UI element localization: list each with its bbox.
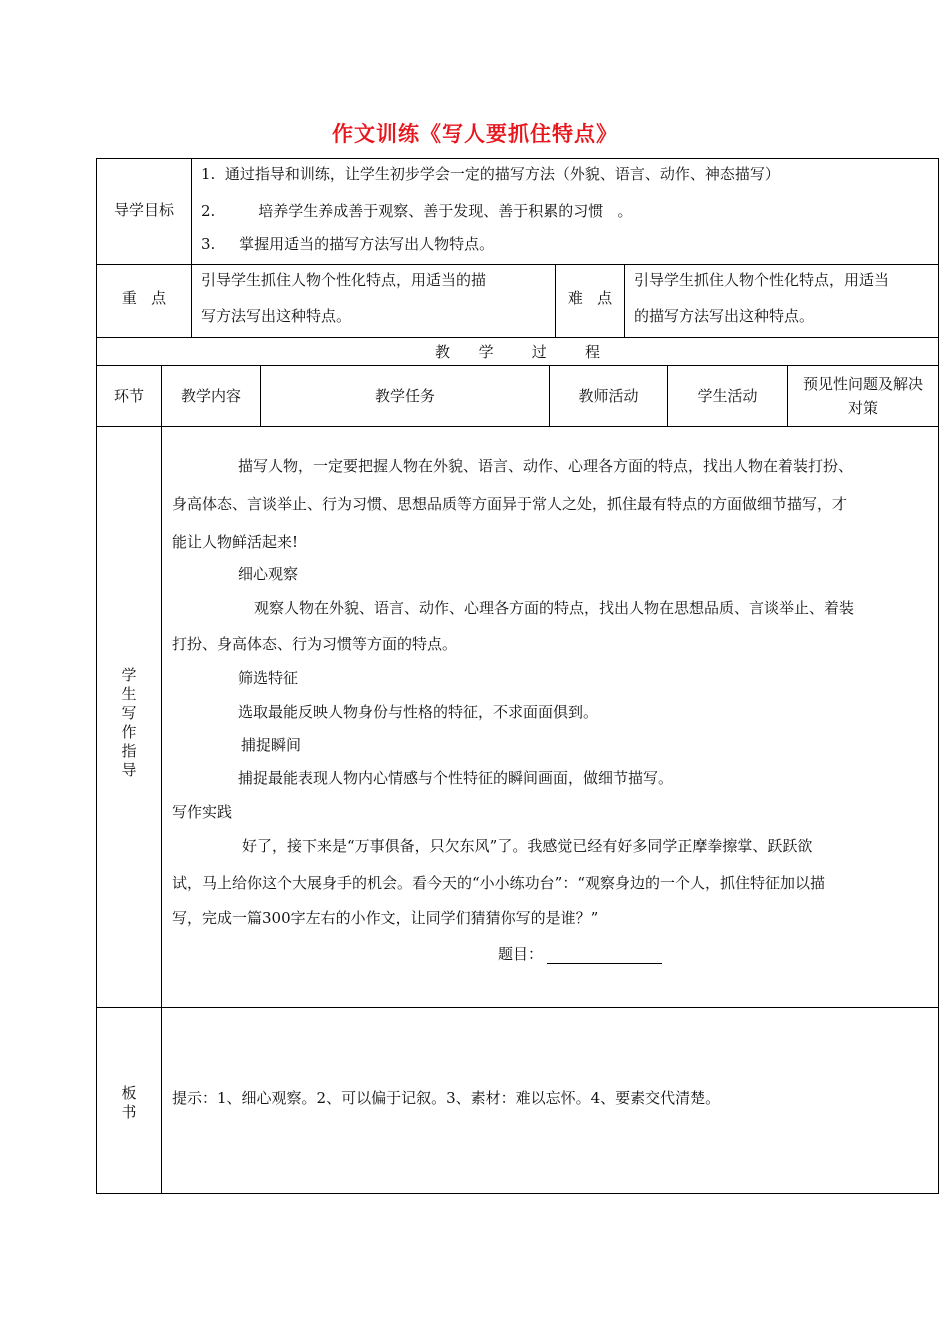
column-content: 教学内容 xyxy=(180,387,241,405)
objective-item: 1. 通过指导和训练，让学生初步学会一定的描写方法（外貌、语言、动作、神态描写） xyxy=(201,165,780,183)
guide-intro-line: 描写人物，一定要把握人物在外貌、语言、动作、心理各方面的特点，找出人物在着装打扮、 xyxy=(238,457,854,475)
column-task: 教学任务 xyxy=(374,387,435,405)
objectives-label: 导学目标 xyxy=(113,201,174,219)
process-header: 教 学 过 程 xyxy=(435,343,600,361)
board-label: 板 书 xyxy=(121,1084,137,1121)
section-title: 筛选特征 xyxy=(238,669,299,687)
section-text: 打扮、身高体态、行为习惯等方面的特点。 xyxy=(172,635,458,653)
key-points-label: 重 点 xyxy=(121,289,167,307)
board-text: 提示：1、细心观察。2、可以偏于记叙。3、素材：难以忘怀。4、要素交代清楚。 xyxy=(172,1089,721,1107)
key-points-text: 引导学生抓住人物个性化特点，用适当的描 xyxy=(201,271,487,289)
column-stage: 环节 xyxy=(113,387,144,405)
difficulties-text: 引导学生抓住人物个性化特点，用适当 xyxy=(634,271,890,289)
objective-item: 3. 掌握用适当的描写方法写出人物特点。 xyxy=(201,235,495,253)
guide-intro-line: 能让人物鲜活起来! xyxy=(172,533,299,551)
difficulties-text: 的描写方法写出这种特点。 xyxy=(634,307,815,325)
column-problems: 预见性问题及解决 xyxy=(802,375,923,393)
section-title: 捕捉瞬间 xyxy=(241,736,302,754)
guide-label: 学 生 写 作 指 导 xyxy=(121,666,137,779)
section-title: 细心观察 xyxy=(238,565,299,583)
objective-item: 2. 培养学生养成善于观察、善于发现、善于积累的习惯 。 xyxy=(201,202,633,220)
column-student: 学生活动 xyxy=(697,387,758,405)
topic-field xyxy=(498,944,662,964)
guide-intro-line: 身高体态、言谈举止、行为习惯、思想品质等方面异于常人之处，抓住最有特点的方面做细节描写，才 xyxy=(172,495,848,513)
column-teacher: 教师活动 xyxy=(578,387,639,405)
section-text: 选取最能反映人物身份与性格的特征，不求面面俱到。 xyxy=(238,703,599,721)
difficulties-label: 难 点 xyxy=(567,289,613,307)
document-title: 作文训练《写人要抓住特点》 xyxy=(332,122,618,146)
practice-title: 写作实践 xyxy=(172,803,233,821)
section-text: 捕捉最能表现人物内心情感与个性特征的瞬间画面，做细节描写。 xyxy=(238,769,674,787)
key-points-text: 写方法写出这种特点。 xyxy=(201,307,352,325)
topic-label: 题目： xyxy=(498,945,544,963)
topic-blank-line xyxy=(547,948,662,964)
practice-text: 试，马上给你这个大展身手的机会。看今天的“小小练功台”：“观察身边的一个人，抓住特征加以描 xyxy=(172,874,826,892)
practice-text: 写，完成一篇300字左右的小作文，让同学们猜猜你写的是谁？” xyxy=(172,909,599,927)
practice-text: 好了，接下来是“万事俱备，只欠东风”了。我感觉已经有好多同学正摩拳擦掌、跃跃欲 xyxy=(242,837,813,855)
section-text: 观察人物在外貌、语言、动作、心理各方面的特点，找出人物在思想品质、言谈举止、着装 xyxy=(254,599,855,617)
column-problems: 对策 xyxy=(847,399,878,417)
